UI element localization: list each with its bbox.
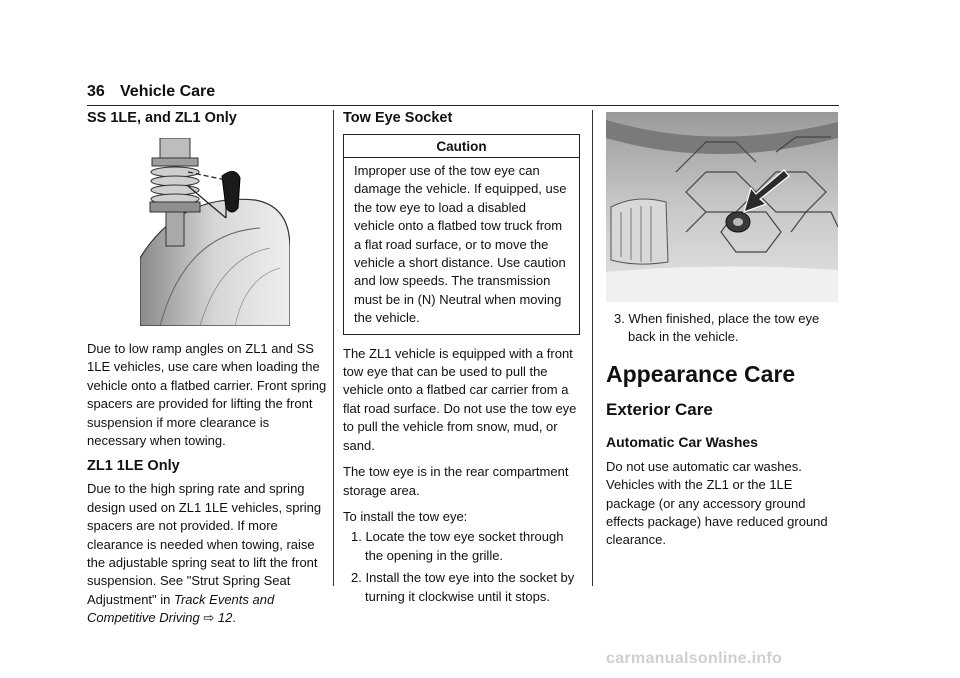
page-number: 36 <box>87 83 105 100</box>
column-2 <box>343 110 580 610</box>
grille-tow-eye-illustration <box>606 112 838 302</box>
list-item: 2. Install the tow eye into the socket by turning it clockwise until it stops. <box>351 570 575 604</box>
tow-eye-paragraph: The ZL1 vehicle is equipped with a front tow eye that can be used to pull the vehicle onto a flatbed car carrier from a flat road surface. Do not use the tow eye to pull the vehicle from snow, mud, or sand. <box>343 345 577 453</box>
caution-box <box>343 134 580 335</box>
strut-spring-illustration <box>140 138 290 326</box>
heading-exterior-care: Exterior Care <box>606 399 713 419</box>
zl1-1le-paragraph: Due to the high spring rate and spring design used on ZL1 1LE vehicles, spring spacers are not provided. If more clearance is needed when towing, raise the adjustable spring seat to lift the front suspension. See "Strut Spring Seat Adjustment" in Track Events and Competitive Driving ⇨ 12. <box>87 481 322 626</box>
column-divider <box>592 110 593 586</box>
column-divider <box>333 110 334 586</box>
flatbed-paragraph: Due to low ramp angles on ZL1 and SS 1LE vehicles, use care when loading the vehicle onto a flatbed carrier. Front spring spacers are provided for lifting the front suspension if more clearance is necessary when towing. <box>87 341 327 449</box>
cross-reference-page[interactable]: 12 <box>217 610 233 626</box>
heading-automatic-car-washes: Automatic Car Washes <box>606 433 758 450</box>
list-item: 3. When finished, place the tow eye back in the vehicle. <box>614 311 820 345</box>
heading-zl1-1le: ZL1 1LE Only <box>87 458 180 475</box>
column-3 <box>606 310 840 558</box>
heading-tow-eye-socket: Tow Eye Socket <box>343 110 453 126</box>
heading-ss-1le-zl1: SS 1LE, and ZL1 Only <box>87 110 237 126</box>
column-1 <box>87 110 331 132</box>
install-steps <box>343 528 580 606</box>
storage-paragraph: The tow eye is in the rear compartment storage area. <box>343 464 569 498</box>
install-intro: To install the tow eye: <box>343 508 468 524</box>
list-item: 1. Locate the tow eye socket through the opening in the grille. <box>351 529 564 563</box>
caution-title: Caution <box>344 135 579 158</box>
page-header <box>87 83 839 106</box>
car-wash-paragraph: Do not use automatic car washes. Vehicles with the ZL1 or the 1LE package (or any accessory ground effects package) have reduced ground clearance. <box>606 458 828 548</box>
watermark: carmanualsonline.info <box>606 650 783 667</box>
caution-text: Improper use of the tow eye can damage the vehicle. If equipped, use the tow eye to load a disabled vehicle onto a flatbed tow truck from a flat road surface, or to move the vehicle a short distance. Use caution and low speeds. The transmission must be in (N) Neutral when moving the vehicle. <box>354 163 567 326</box>
col1-text <box>87 340 331 636</box>
cross-reference-link[interactable]: Track Events and Competitive Driving <box>87 591 275 626</box>
finish-step <box>606 310 840 347</box>
section-title: Vehicle Care <box>120 83 216 100</box>
heading-appearance-care: Appearance Care <box>606 360 796 387</box>
page-arrow-icon: ⇨ <box>203 610 215 626</box>
